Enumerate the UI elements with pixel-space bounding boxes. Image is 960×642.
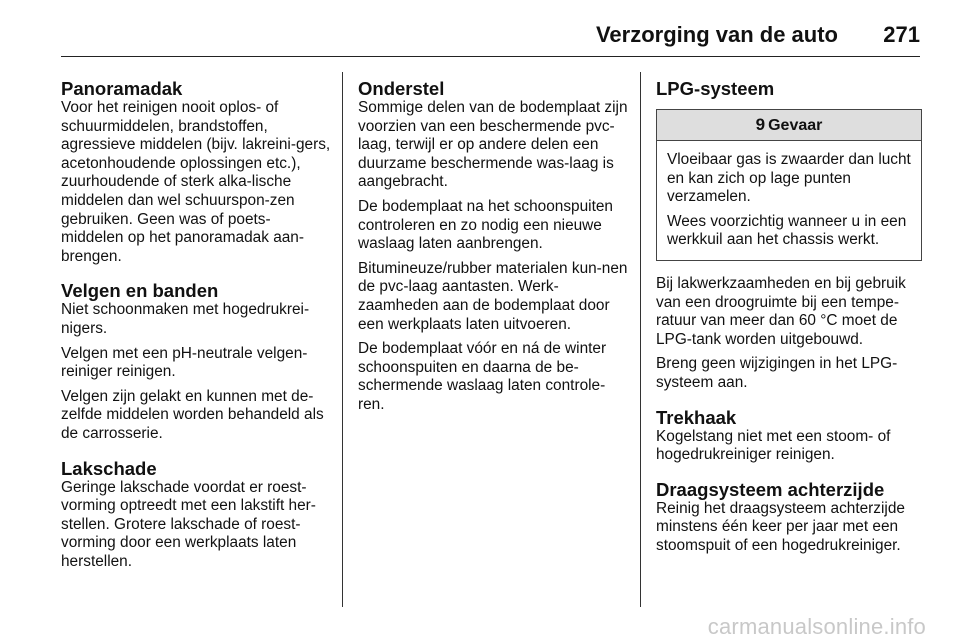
section-heading: Panoramadak	[61, 78, 183, 99]
section-trekhaak	[656, 407, 922, 465]
paragraph: Kogelstang niet met een stoom- of hogedrukreiniger reinigen.	[656, 427, 891, 464]
warning-box	[656, 109, 922, 261]
paragraph: Geringe lakschade voordat er roest-vorming optreedt met een lakstift her-stellen. Grotere lakschade of roest-vorming door een werkplaats laten herstellen.	[61, 478, 316, 570]
paragraph: Breng geen wijzigingen in het LPG-systeem aan.	[656, 355, 898, 391]
warning-label: Gevaar	[768, 117, 823, 134]
column-divider	[640, 72, 641, 607]
section-heading: Onderstel	[358, 78, 445, 99]
section-onderstel	[358, 78, 628, 415]
column-left	[61, 78, 331, 585]
column-divider	[342, 72, 343, 607]
section-heading: Lakschade	[61, 457, 157, 479]
section-heading: Draagsysteem achterzijde	[656, 478, 885, 500]
page-header	[61, 10, 920, 57]
paragraph: Reinig het draagsysteem achterzijde minstens één keer per jaar met een stoomspuit of een hogedrukreiniger.	[656, 499, 905, 554]
warning-icon: 9	[755, 115, 766, 134]
column-right	[656, 78, 922, 570]
paragraph: Vloeibaar gas is zwaarder dan lucht en kan zich op lage punten verzamelen.	[667, 151, 911, 206]
paragraph: Wees voorzichtig wanneer u in een werkkuil aan het chassis werkt.	[667, 212, 907, 249]
column-middle	[358, 78, 628, 429]
section-panoramadak	[61, 78, 331, 266]
section-lakschade	[61, 458, 331, 572]
warning-body	[657, 141, 921, 260]
section-heading: Velgen en banden	[61, 280, 219, 302]
paragraph: Voor het reinigen nooit oplos- of schuurmiddelen, brandstoffen, agressieve middelen (bijv. lakreini-gers, acetonhoudende oplossingen etc.), zuurhoudende of sterk alka-lische middelen dan wel schuurspon-zen gebruiken. Geen was of poets-middelen op het panoramadak aan-brengen.	[61, 99, 331, 265]
page-title: Verzorging van de auto	[595, 22, 838, 47]
section-draagsysteem-achterzijde	[656, 479, 922, 556]
paragraph: De bodemplaat vóór en ná de winter schoonspuiten en daarna de be-schermende waslaag laten controle-ren.	[358, 340, 607, 413]
paragraph: Niet schoonmaken met hogedrukrei-nigers.	[61, 301, 310, 337]
warning-header	[657, 110, 921, 141]
paragraph: Bij lakwerkzaamheden en bij gebruik van een droogruimte bij een tempe-ratuur van meer dan 60 °C moet de LPG-tank worden uitgebouwd.	[656, 274, 906, 348]
section-heading: Trekhaak	[656, 406, 737, 428]
section-velgen-en-banden	[61, 280, 331, 443]
section-heading: LPG-systeem	[656, 78, 775, 99]
watermark: carmanualsonline.info	[707, 614, 926, 639]
page-number: 271	[883, 22, 920, 47]
paragraph: Velgen zijn gelakt en kunnen met de-zelfde middelen worden behandeld als de carrosserie.	[61, 387, 324, 442]
paragraph: Sommige delen van de bodemplaat zijn voorzien van een beschermende pvc-laag, terwijl er op andere delen een duurzame beschermende was-laag is aangebracht.	[358, 99, 628, 191]
paragraph: Bitumineuze/rubber materialen kun-nen de pvc-laag aantasten. Werk-zaamheden aan de bodemplaat door een werkplaats laten uitvoeren.	[358, 259, 628, 333]
paragraph: Velgen met een pH-neutrale velgen-reiniger reinigen.	[61, 344, 308, 381]
section-lpg-systeem	[656, 78, 922, 393]
paragraph: De bodemplaat na het schoonspuiten controleren en zo nodig een nieuwe waslaag laten aanbrengen.	[358, 197, 613, 253]
